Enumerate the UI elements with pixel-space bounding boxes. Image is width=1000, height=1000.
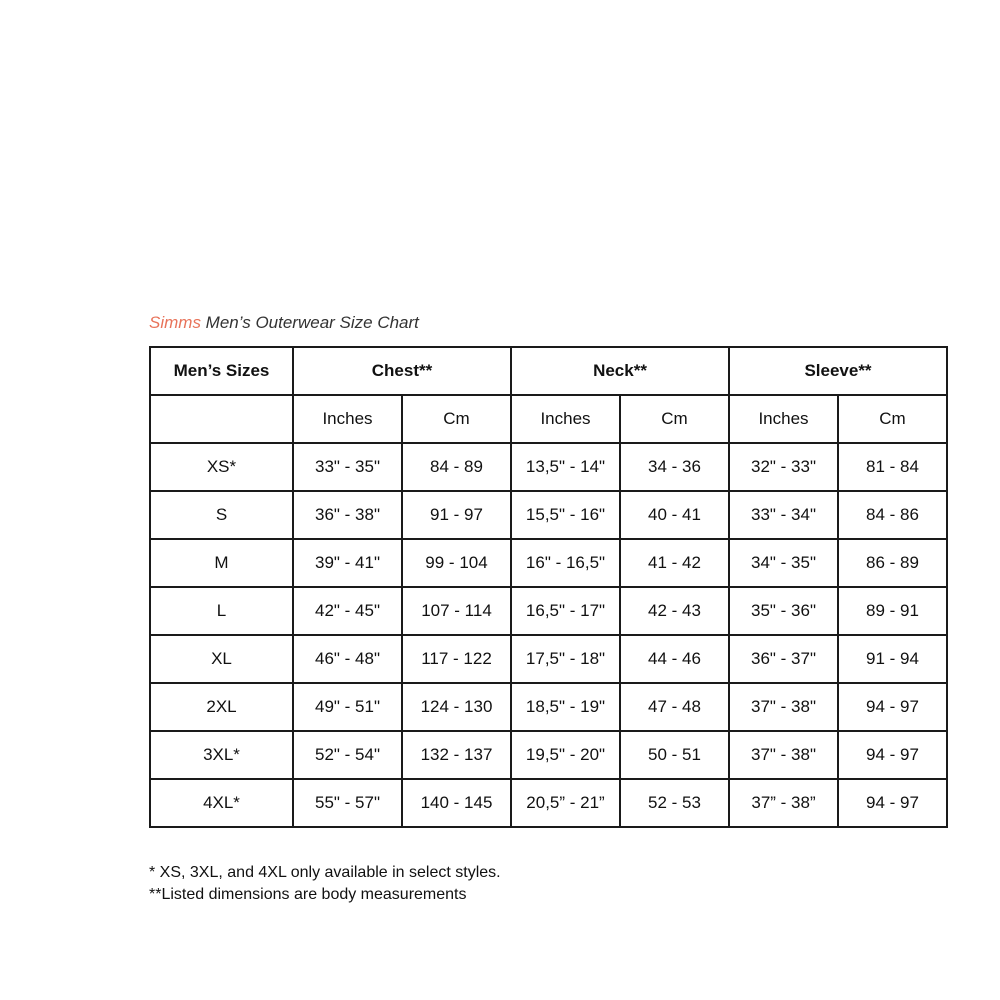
sleeve-cm-cell: 81 - 84 (838, 443, 947, 491)
neck-cm-cell: 44 - 46 (620, 635, 729, 683)
unit-chest-inches: Inches (293, 395, 402, 443)
header-sizes: Men’s Sizes (150, 347, 293, 395)
neck-cm-cell: 52 - 53 (620, 779, 729, 827)
sleeve-cm-cell: 84 - 86 (838, 491, 947, 539)
chest-inches-cell: 55" - 57" (293, 779, 402, 827)
size-cell: 2XL (150, 683, 293, 731)
sleeve-inches-cell: 36" - 37" (729, 635, 838, 683)
size-cell: 4XL* (150, 779, 293, 827)
neck-inches-cell: 18,5" - 19" (511, 683, 620, 731)
chest-inches-cell: 33" - 35" (293, 443, 402, 491)
chest-inches-cell: 49" - 51" (293, 683, 402, 731)
chest-cm-cell: 84 - 89 (402, 443, 511, 491)
unit-chest-cm: Cm (402, 395, 511, 443)
size-cell: S (150, 491, 293, 539)
sleeve-cm-cell: 94 - 97 (838, 731, 947, 779)
chest-inches-cell: 52" - 54" (293, 731, 402, 779)
unit-sleeve-cm: Cm (838, 395, 947, 443)
neck-cm-cell: 50 - 51 (620, 731, 729, 779)
chest-inches-cell: 42" - 45" (293, 587, 402, 635)
neck-cm-cell: 42 - 43 (620, 587, 729, 635)
brand-name: Simms (149, 313, 201, 332)
unit-row (150, 395, 947, 443)
neck-inches-cell: 16" - 16,5" (511, 539, 620, 587)
availability-note: * XS, 3XL, and 4XL only available in select styles. (149, 864, 501, 881)
sleeve-inches-cell: 33" - 34" (729, 491, 838, 539)
size-cell: M (150, 539, 293, 587)
neck-inches-cell: 20,5” - 21” (511, 779, 620, 827)
neck-inches-cell: 19,5" - 20" (511, 731, 620, 779)
dimensions-note: **Listed dimensions are body measurements (149, 886, 467, 903)
chest-cm-cell: 124 - 130 (402, 683, 511, 731)
table-row (150, 443, 947, 491)
sleeve-cm-cell: 94 - 97 (838, 779, 947, 827)
chest-cm-cell: 117 - 122 (402, 635, 511, 683)
chest-cm-cell: 132 - 137 (402, 731, 511, 779)
table-row (150, 731, 947, 779)
chest-inches-cell: 46" - 48" (293, 635, 402, 683)
unit-sleeve-inches: Inches (729, 395, 838, 443)
sleeve-cm-cell: 94 - 97 (838, 683, 947, 731)
sleeve-inches-cell: 34" - 35" (729, 539, 838, 587)
size-table (149, 346, 948, 828)
size-cell: XS* (150, 443, 293, 491)
neck-cm-cell: 47 - 48 (620, 683, 729, 731)
sleeve-inches-cell: 37" - 38" (729, 683, 838, 731)
unit-blank (150, 395, 293, 443)
sleeve-cm-cell: 86 - 89 (838, 539, 947, 587)
size-cell: 3XL* (150, 731, 293, 779)
sleeve-cm-cell: 91 - 94 (838, 635, 947, 683)
footnotes (149, 862, 501, 906)
sleeve-inches-cell: 35" - 36" (729, 587, 838, 635)
chest-inches-cell: 36" - 38" (293, 491, 402, 539)
size-cell: L (150, 587, 293, 635)
sleeve-inches-cell: 37" - 38" (729, 731, 838, 779)
neck-cm-cell: 34 - 36 (620, 443, 729, 491)
table-row (150, 491, 947, 539)
table-row (150, 539, 947, 587)
table-row (150, 779, 947, 827)
chart-title-text: Men’s Outerwear Size Chart (200, 313, 419, 332)
header-sleeve: Sleeve** (729, 347, 947, 395)
chart-title (149, 313, 419, 333)
sleeve-cm-cell: 89 - 91 (838, 587, 947, 635)
chest-cm-cell: 107 - 114 (402, 587, 511, 635)
chest-cm-cell: 140 - 145 (402, 779, 511, 827)
sleeve-inches-cell: 37” - 38” (729, 779, 838, 827)
sleeve-inches-cell: 32" - 33" (729, 443, 838, 491)
header-row (150, 347, 947, 395)
neck-inches-cell: 13,5" - 14" (511, 443, 620, 491)
chest-inches-cell: 39" - 41" (293, 539, 402, 587)
chest-cm-cell: 99 - 104 (402, 539, 511, 587)
neck-inches-cell: 16,5" - 17" (511, 587, 620, 635)
size-cell: XL (150, 635, 293, 683)
neck-inches-cell: 17,5" - 18" (511, 635, 620, 683)
table-row (150, 587, 947, 635)
neck-inches-cell: 15,5" - 16" (511, 491, 620, 539)
table-row (150, 683, 947, 731)
neck-cm-cell: 40 - 41 (620, 491, 729, 539)
neck-cm-cell: 41 - 42 (620, 539, 729, 587)
unit-neck-cm: Cm (620, 395, 729, 443)
header-chest: Chest** (293, 347, 511, 395)
chest-cm-cell: 91 - 97 (402, 491, 511, 539)
table-row (150, 635, 947, 683)
header-neck: Neck** (511, 347, 729, 395)
unit-neck-inches: Inches (511, 395, 620, 443)
